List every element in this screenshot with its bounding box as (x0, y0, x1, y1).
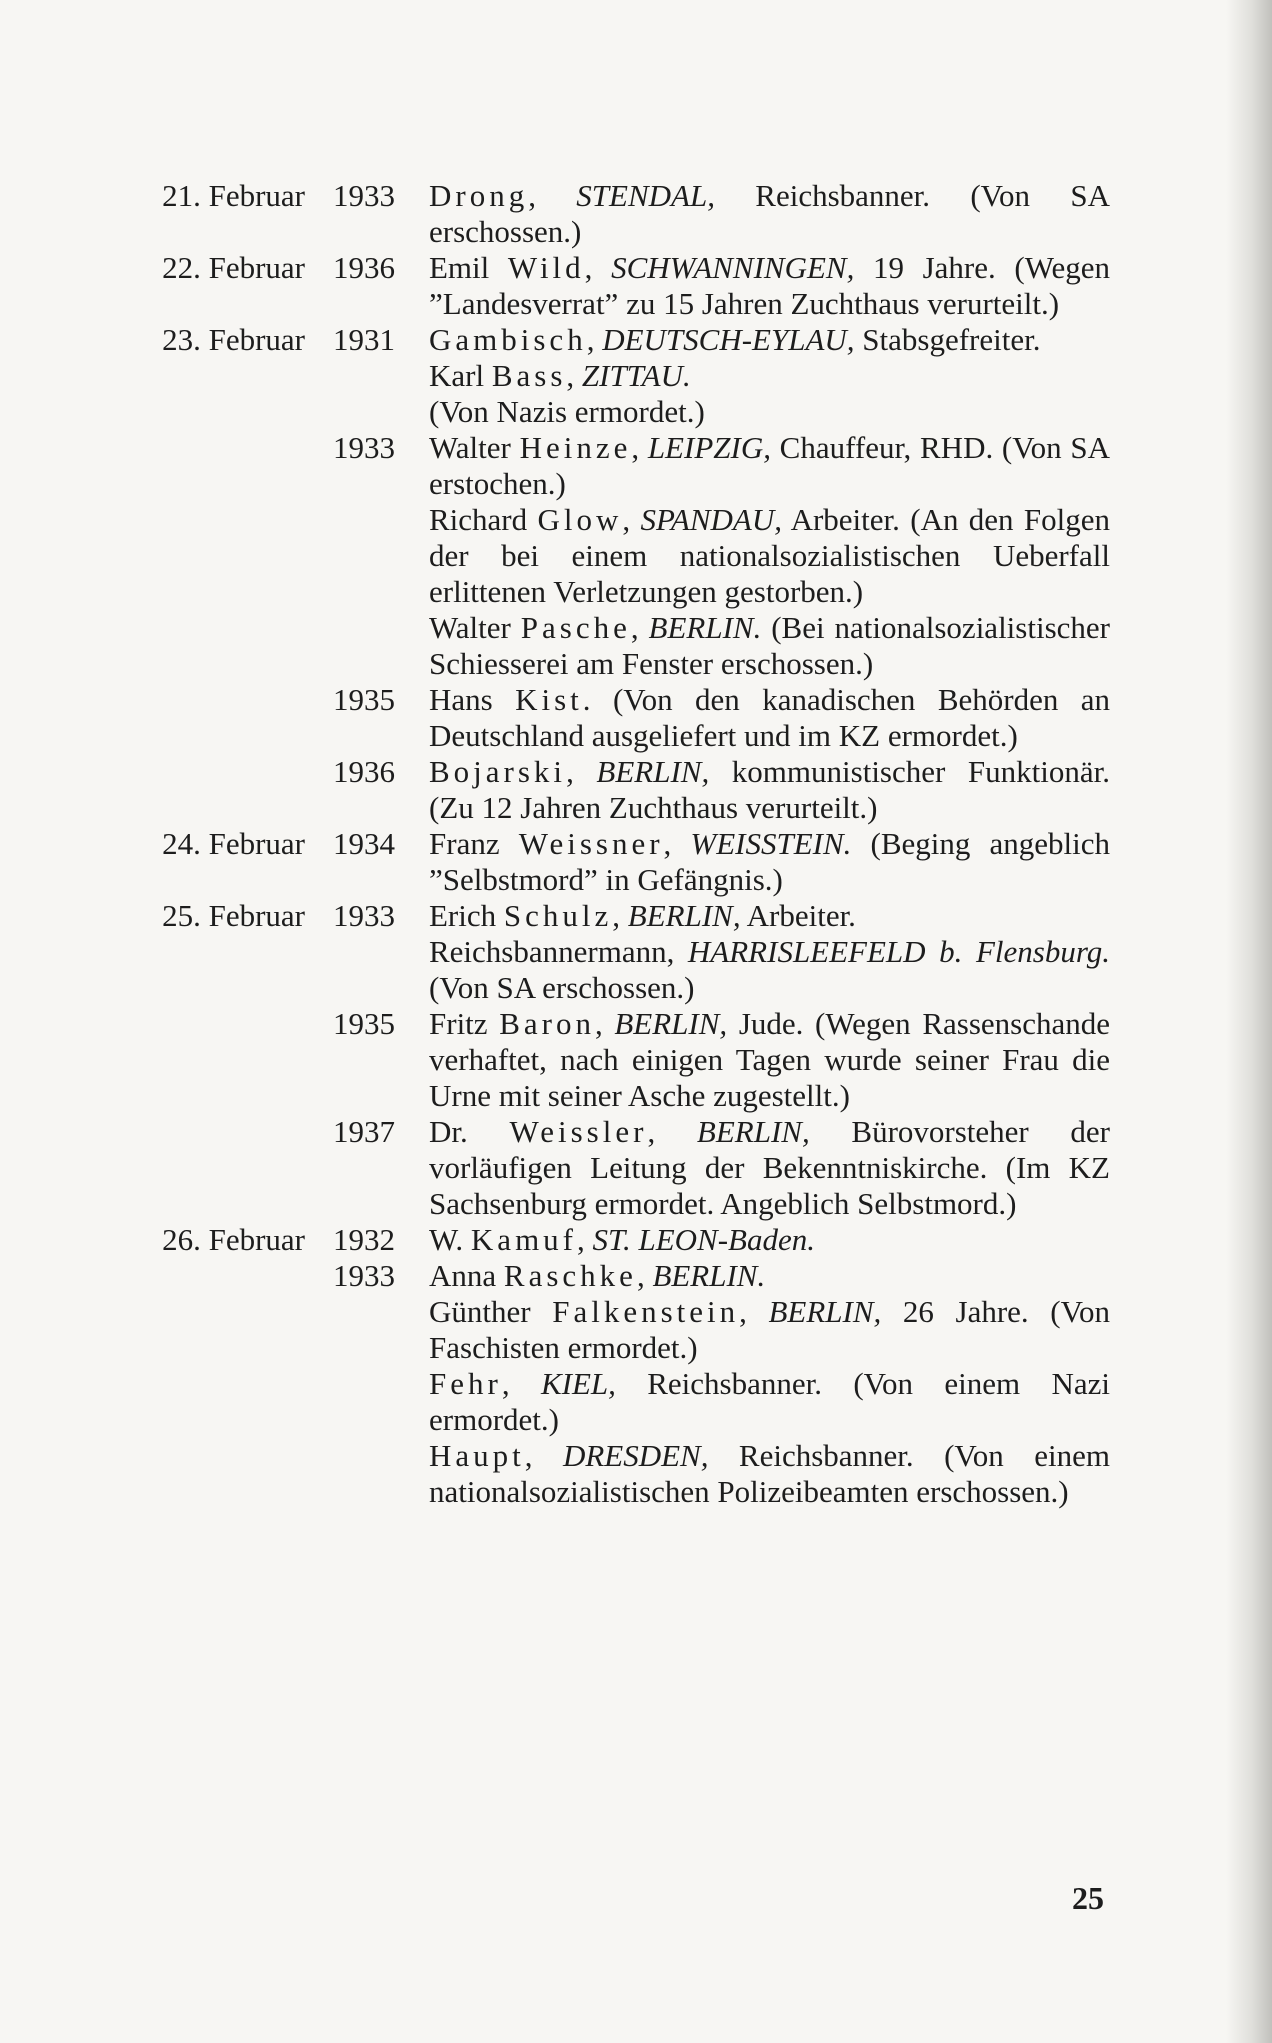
victim-name: Bass (491, 358, 567, 393)
victim-name: Falkenstein (552, 1294, 740, 1329)
entry-date (95, 1006, 395, 1042)
victim-name: Haupt (429, 1438, 525, 1473)
place-name: BERLIN, (627, 898, 741, 933)
place-name: BERLIN, (768, 1294, 882, 1329)
entry-year: 1933 (333, 430, 395, 465)
entry-text-fragment: Anna (429, 1258, 504, 1293)
entry-day: 21. Februar (162, 178, 305, 213)
chronicle-entry (95, 1438, 1110, 1510)
entry-year: 1932 (333, 1222, 395, 1257)
chronicle-entry (95, 358, 1110, 394)
entry-text-fragment: Reichsbannermann, (429, 934, 688, 969)
chronicle-entry (95, 250, 1110, 322)
entry-text-fragment: Chauffeur, RHD. (Von SA erstochen.) (429, 430, 1110, 501)
entry-year: 1933 (333, 898, 395, 933)
chronicle-entry (95, 610, 1110, 682)
place-name: BERLIN. (648, 610, 762, 645)
entry-text (429, 1366, 1110, 1438)
entry-text-fragment: (Von SA erschossen.) (429, 970, 695, 1005)
victim-name: Raschke (503, 1258, 637, 1293)
entry-text-fragment: Günther (429, 1294, 553, 1329)
entry-date (95, 898, 395, 934)
victim-name: Baron (499, 1006, 595, 1041)
entry-text (429, 934, 1110, 1006)
place-name: SPANDAU, (640, 502, 782, 537)
entry-text (429, 826, 1110, 898)
entry-text-fragment: . (Von den kanadischen Behörden an Deutschland ausgeliefert und im KZ ermordet.) (429, 682, 1110, 753)
place-name: BERLIN, (614, 1006, 728, 1041)
chronicle-entry (95, 502, 1110, 610)
entry-text-fragment: Richard (429, 502, 538, 537)
place-name: DRESDEN, (562, 1438, 709, 1473)
entry-text-fragment: Walter (429, 430, 520, 465)
chronicle-entry (95, 898, 1110, 934)
entry-text-fragment: , (586, 322, 603, 357)
entry-year: 1936 (333, 250, 395, 285)
entry-text-fragment: W. (429, 1222, 471, 1257)
chronicle-entry (95, 1114, 1110, 1222)
entry-text-fragment: Arbeiter. (An den Folgen der bei einem nationalsozialistischen Ueberfall erlittenen Verletzungen gestorben.) (429, 502, 1110, 609)
victim-name: Heinze (519, 430, 632, 465)
place-name: BERLIN, (696, 1114, 810, 1149)
place-name: STENDAL, (576, 178, 715, 213)
entry-text (429, 1006, 1110, 1114)
entry-text-fragment: , (631, 430, 648, 465)
chronicle-entry (95, 934, 1110, 1006)
entry-text-fragment: Reichsbanner. (Von einem nationalsozialistischen Polizeibeamten erschossen.) (429, 1438, 1110, 1509)
entry-text (429, 1222, 1110, 1258)
entry-text-fragment: , (622, 502, 641, 537)
entry-text (429, 358, 1110, 394)
entry-text (429, 754, 1110, 826)
entry-day: 25. Februar (162, 898, 305, 933)
victim-name: Drong (429, 178, 529, 213)
chronicle-entry (95, 322, 1110, 358)
entry-text-fragment: , (501, 1366, 541, 1401)
entry-day: 24. Februar (162, 826, 305, 861)
entry-text-fragment: Emil (429, 250, 508, 285)
entry-text-fragment: , (594, 1006, 615, 1041)
entry-text (429, 322, 1110, 358)
entry-text-fragment: Reichsbanner. (Von einem Nazi ermordet.) (429, 1366, 1111, 1437)
entry-text (429, 1114, 1110, 1222)
entry-text (429, 610, 1110, 682)
entry-text-fragment: Jude. (Wegen Rassenschande verhaftet, nach einigen Tagen wurde seiner Frau die Urne mit seiner Asche zugestellt.) (429, 1006, 1110, 1113)
entry-year: 1931 (333, 322, 395, 357)
entry-date (95, 322, 395, 358)
victim-name: Gambisch (429, 322, 587, 357)
entry-text-fragment: , (584, 250, 612, 285)
entry-text-fragment: Fritz (429, 1006, 500, 1041)
entry-text-fragment: 26 Jahre. (Von Faschisten ermordet.) (429, 1294, 1110, 1365)
chronicle-entry (95, 394, 1110, 430)
entry-date (95, 826, 395, 862)
entry-day: 22. Februar (162, 250, 305, 285)
entry-text (429, 178, 1110, 250)
entry-text-fragment: Karl (429, 358, 492, 393)
entry-text-fragment: , (739, 1294, 769, 1329)
entry-text (429, 394, 1110, 430)
victim-name: Kist (515, 682, 583, 717)
entry-text-fragment: Reichsbanner. (Von SA erschossen.) (429, 178, 1110, 249)
entry-text-fragment: , (528, 178, 577, 213)
entry-day: 23. Februar (162, 322, 305, 357)
victim-name: Kamuf (470, 1222, 578, 1257)
entry-text-fragment: Bürovorsteher der vorläufigen Leitung der Bekenntniskirche. (Im KZ Sachsenburg ermordet. Angeblich Selbstmord.) (429, 1114, 1111, 1221)
place-name: BERLIN. (652, 1258, 766, 1293)
entry-text-fragment: , (566, 754, 597, 789)
entry-text (429, 1294, 1110, 1366)
entry-text-fragment: 19 Jahre. (Wegen ”Landesverrat” zu 15 Jahren Zuchthaus verurteilt.) (429, 250, 1111, 321)
entry-text-fragment: (Von Nazis ermordet.) (429, 394, 705, 429)
entry-text-fragment: Franz (429, 826, 519, 861)
entry-date (95, 430, 395, 466)
chronicle-entry (95, 682, 1110, 754)
entry-text (429, 250, 1110, 322)
place-name: KIEL, (540, 1366, 616, 1401)
entry-year: 1933 (333, 178, 395, 213)
entry-text-fragment: , (524, 1438, 563, 1473)
place-name: LEIPZIG, (647, 430, 771, 465)
entry-text-fragment: , (647, 1114, 697, 1149)
entry-date (95, 682, 395, 718)
place-name: BERLIN, (596, 754, 710, 789)
entry-text (429, 682, 1110, 754)
entry-text (429, 502, 1110, 610)
entry-text-fragment: Hans (429, 682, 516, 717)
page-number: 25 (1072, 1880, 1104, 1916)
entry-text (429, 1438, 1110, 1510)
chronicle-entry (95, 1366, 1110, 1438)
victim-name: Weissner (518, 826, 664, 861)
chronicle-entry (95, 1258, 1110, 1294)
place-name: WEISSTEIN. (690, 826, 852, 861)
entry-year: 1935 (333, 1006, 395, 1041)
entry-date (95, 178, 395, 214)
entry-text-fragment: Walter (429, 610, 521, 645)
chronicle-entry (95, 754, 1110, 826)
entry-year: 1933 (333, 1258, 395, 1293)
entry-year: 1936 (333, 754, 395, 789)
victim-name: Pasche (520, 610, 631, 645)
chronicle-entry (95, 1294, 1110, 1366)
entry-text-fragment: , (612, 898, 628, 933)
entry-text-fragment: , (636, 1258, 653, 1293)
entry-text-fragment: Dr. (429, 1114, 510, 1149)
entry-text-fragment: , (566, 358, 582, 393)
chronicle-entry (95, 178, 1110, 250)
victim-name: Bojarski (429, 754, 567, 789)
entry-text-fragment: (Beging angeblich ”Selbstmord” in Gefängnis.) (429, 826, 1110, 897)
entry-year: 1934 (333, 826, 395, 861)
place-name: DEUTSCH-EYLAU, (602, 322, 855, 357)
place-name: HARRISLEEFELD b. Flensburg. (687, 934, 1110, 969)
victim-name: Glow (537, 502, 623, 537)
entry-year: 1935 (333, 682, 395, 717)
place-name: SCHWANNINGEN, (611, 250, 855, 285)
entry-date (95, 250, 395, 286)
page-edge-shadow (1226, 0, 1272, 2043)
entry-text-fragment: , (577, 1222, 593, 1257)
chronicle-entry (95, 826, 1110, 898)
entry-text-fragment: Stabsgefreiter. (854, 322, 1041, 357)
entry-text-fragment: (Bei nationalsozialistischer Schiesserei am Fenster erschossen.) (429, 610, 1110, 681)
victim-name: Wild (507, 250, 585, 285)
victim-name: Weissler (509, 1114, 648, 1149)
entry-date (95, 1258, 395, 1294)
victim-name: Schulz (503, 898, 613, 933)
entry-date (95, 1222, 395, 1258)
entry-text-fragment: Erich (429, 898, 504, 933)
chronicle-entry (95, 1006, 1110, 1114)
entry-text-fragment: Arbeiter. (740, 898, 856, 933)
chronicle-entry (95, 1222, 1110, 1258)
entry-date (95, 754, 395, 790)
entry-text-fragment: kommunistischer Funktionär. (Zu 12 Jahren Zuchthaus verurteilt.) (429, 754, 1111, 825)
chronicle-list (95, 178, 1110, 1510)
entry-text (429, 430, 1110, 502)
entry-text (429, 898, 1110, 934)
entry-text (429, 1258, 1110, 1294)
place-name: ST. LEON-Baden. (592, 1222, 815, 1257)
victim-name: Fehr (429, 1366, 502, 1401)
entry-text-fragment: , (630, 610, 649, 645)
entry-text-fragment: , (663, 826, 691, 861)
place-name: ZITTAU. (581, 358, 691, 393)
chronicle-entry (95, 430, 1110, 502)
entry-day: 26. Februar (162, 1222, 305, 1257)
entry-year: 1937 (333, 1114, 395, 1149)
entry-date (95, 1114, 395, 1150)
